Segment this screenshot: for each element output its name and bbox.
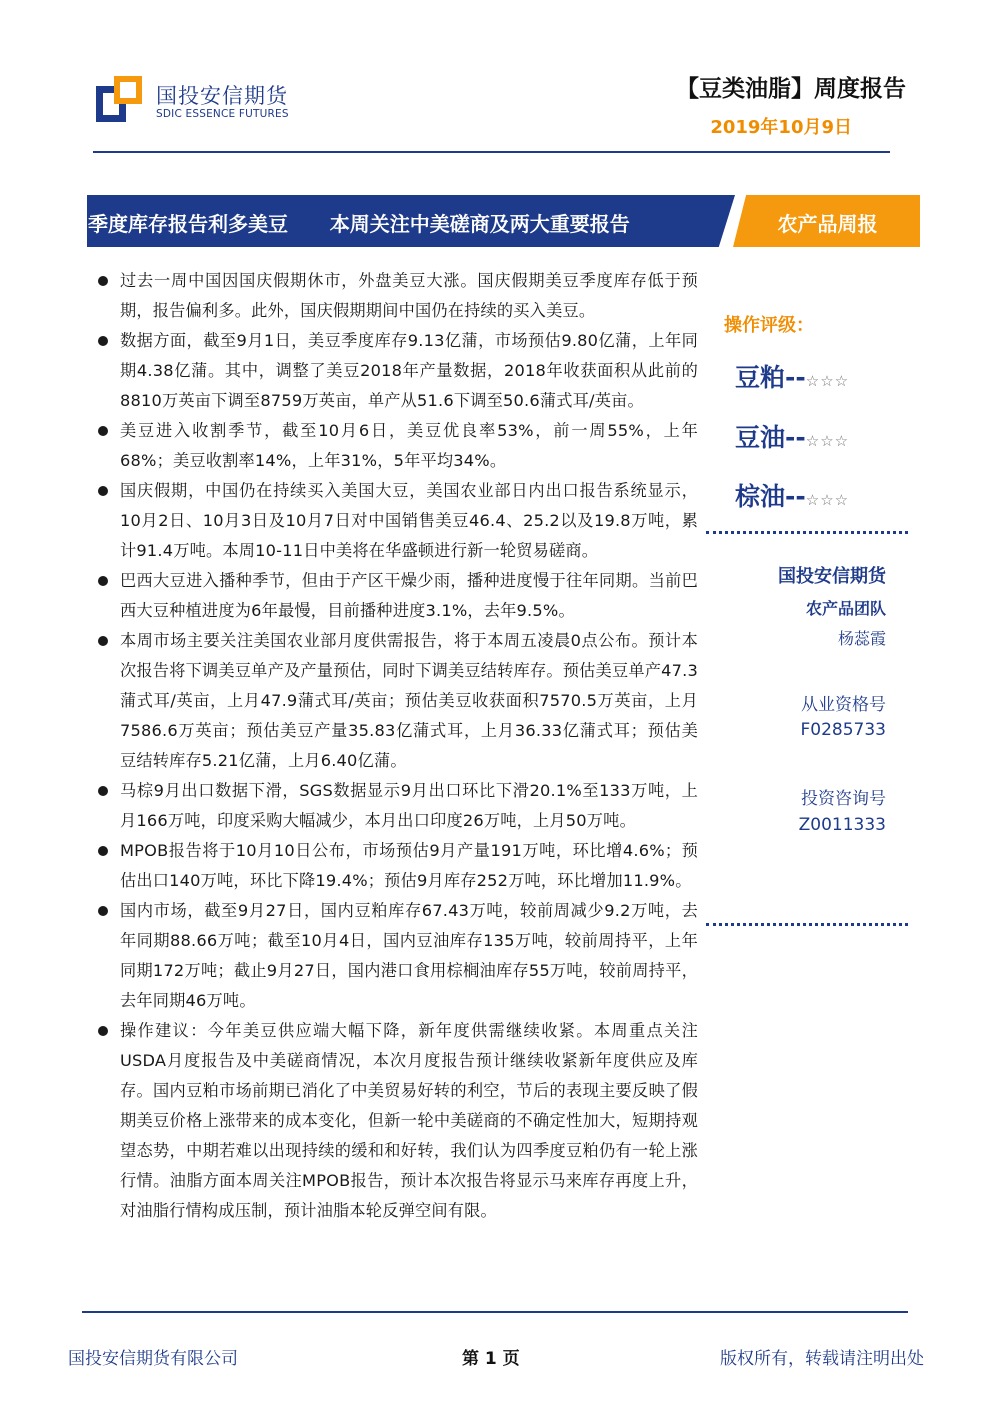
sidebar-divider bbox=[706, 923, 908, 926]
rating-stars-icon: ☆☆☆ bbox=[805, 491, 850, 509]
bullet-text: 本周市场主要关注美国农业部月度供需报告，将于本周五凌晨0点公布。预计本次报告将下调美豆单产及产量预估，同时下调美豆结转库存。预估美豆单产47.3蒲式耳/英亩，上月47.9蒲式耳/英亩；预估美豆收获面积7570.5万英亩，上月7586.6万英亩；预估美豆产量35.83亿蒲式耳，上月36.33亿蒲式耳；预估美豆结转库存5.21亿蒲，上月6.40亿蒲。 bbox=[120, 631, 698, 770]
bullet-text: 国内市场，截至9月27日，国内豆粕库存67.43万吨，较前周减少9.2万吨，去年同期88.66万吨；截至10月4日，国内豆油库存135万吨，较前周持平，上年同期172万吨；截止9月27日，国内港口食用棕榈油库存55万吨，较前周持平，去年同期46万吨。 bbox=[120, 901, 698, 1010]
bullet-dot-icon bbox=[98, 846, 108, 856]
advisor-label: 投资咨询号 bbox=[801, 789, 886, 809]
rating-label: 操作评级： bbox=[724, 315, 814, 336]
logo-company-name: 国投安信期货 bbox=[156, 84, 288, 108]
report-headline: 季度库存报告利多美豆 本周关注中美磋商及两大重要报告 bbox=[88, 212, 630, 236]
bullet-dot-icon bbox=[98, 636, 108, 646]
bullet-item bbox=[98, 626, 698, 776]
advisor-number: Z0011333 bbox=[798, 815, 886, 835]
rating-soyoil bbox=[735, 418, 849, 454]
logo-mark-icon bbox=[96, 76, 142, 122]
bullet-item bbox=[98, 266, 698, 326]
sidebar-divider bbox=[706, 531, 908, 534]
rating-soymeal bbox=[735, 358, 849, 394]
bullet-dot-icon bbox=[98, 786, 108, 796]
footer-divider bbox=[82, 1311, 908, 1313]
bullet-text: 过去一周中国因国庆假期休市，外盘美豆大涨。国庆假期美豆季度库存低于预期，报告偏利多。此外，国庆假期期间中国仍在持续的买入美豆。 bbox=[120, 271, 698, 320]
bullet-text: 国庆假期，中国仍在持续买入美国大豆，美国农业部日内出口报告系统显示，10月2日、10月3日及10月7日对中国销售美豆46.4、25.2以及19.8万吨，累计91.4万吨。本周10-11日中美将在华盛顿进行新一轮贸易磋商。 bbox=[120, 481, 698, 560]
bullet-text: MPOB报告将于10月10日公布，市场预估9月产量191万吨，环比增4.6%；预估出口140万吨，环比下降19.4%；预估9月库存252万吨，环比增加11.9%。 bbox=[120, 841, 698, 890]
page-number: 第 1 页 bbox=[462, 1349, 520, 1369]
bullet-item bbox=[98, 566, 698, 626]
sidebar-team: 农产品团队 bbox=[805, 599, 886, 618]
bullet-dot-icon bbox=[98, 576, 108, 586]
rating-product: 豆油-- bbox=[735, 423, 806, 452]
rating-palmoil bbox=[735, 477, 849, 513]
bullet-item bbox=[98, 836, 698, 896]
header-divider bbox=[93, 151, 890, 153]
footer-company: 国投安信期货有限公司 bbox=[68, 1349, 238, 1369]
bullet-item bbox=[98, 776, 698, 836]
rating-stars-icon: ☆☆☆ bbox=[805, 432, 850, 450]
bullet-text: 数据方面，截至9月1日，美豆季度库存9.13亿蒲，市场预估9.80亿蒲，上年同期4.38亿蒲。其中，调整了美豆2018年产量数据，2018年收获面积从此前的8810万英亩下调至8759万英亩，单产从51.6下调至50.6蒲式耳/英亩。 bbox=[120, 331, 698, 410]
bullet-item bbox=[98, 476, 698, 566]
bullet-item bbox=[98, 896, 698, 1016]
bullet-item bbox=[98, 1016, 698, 1226]
bullet-dot-icon bbox=[98, 336, 108, 346]
bullet-text: 马棕9月出口数据下滑，SGS数据显示9月出口环比下滑20.1%至133万吨，上月166万吨，印度采购大幅减少，本月出口印度26万吨，上月50万吨。 bbox=[120, 781, 698, 830]
bullet-item bbox=[98, 326, 698, 416]
bullet-item bbox=[98, 416, 698, 476]
report-type-title: 【豆类油脂】周度报告 bbox=[676, 76, 906, 102]
rating-stars-icon: ☆☆☆ bbox=[805, 372, 850, 390]
logo-company-english: SDIC ESSENCE FUTURES bbox=[156, 108, 289, 120]
cert-label: 从业资格号 bbox=[801, 695, 886, 715]
rating-product: 豆粕-- bbox=[735, 363, 806, 392]
rating-product: 棕油-- bbox=[735, 482, 806, 511]
footer-copyright: 版权所有，转载请注明出处 bbox=[720, 1349, 924, 1369]
sidebar-company: 国投安信期货 bbox=[778, 566, 886, 587]
cert-number: F0285733 bbox=[800, 720, 886, 740]
bullet-text: 巴西大豆进入播种季节，但由于产区干燥少雨，播种进度慢于往年同期。当前巴西大豆种植进度为6年最慢，目前播种进度3.1%，去年9.5%。 bbox=[120, 571, 698, 620]
bullet-dot-icon bbox=[98, 906, 108, 916]
bullet-text: 操作建议：今年美豆供应端大幅下降，新年度供需继续收紧。本周重点关注USDA月度报告及中美磋商情况，本次月度报告预计继续收紧新年度供应及库存。国内豆粕市场前期已消化了中美贸易好转的利空，节后的表现主要反映了假期美豆价格上涨带来的成本变化，但新一轮中美磋商的不确定性加大，短期持观望态势，中期若难以出现持续的缓和和好转，我们认为四季度豆粕仍有一轮上涨行情。油脂方面本周关注MPOB报告，预计本次报告将显示马来库存再度上升，对油脂行情构成压制，预计油脂本轮反弹空间有限。 bbox=[120, 1021, 698, 1220]
sidebar-analyst: 杨蕊霞 bbox=[837, 629, 886, 648]
report-bullet-list bbox=[98, 266, 698, 1226]
category-tag: 农产品周报 bbox=[777, 212, 878, 236]
report-date: 2019年10月9日 bbox=[710, 117, 852, 138]
bullet-dot-icon bbox=[98, 486, 108, 496]
bullet-dot-icon bbox=[98, 426, 108, 436]
bullet-text: 美豆进入收割季节，截至10月6日，美豆优良率53%，前一周55%，上年68%；美豆收割率14%，上年31%，5年平均34%。 bbox=[120, 421, 698, 470]
company-logo bbox=[96, 72, 316, 132]
bullet-dot-icon bbox=[98, 1026, 108, 1036]
bullet-dot-icon bbox=[98, 276, 108, 286]
